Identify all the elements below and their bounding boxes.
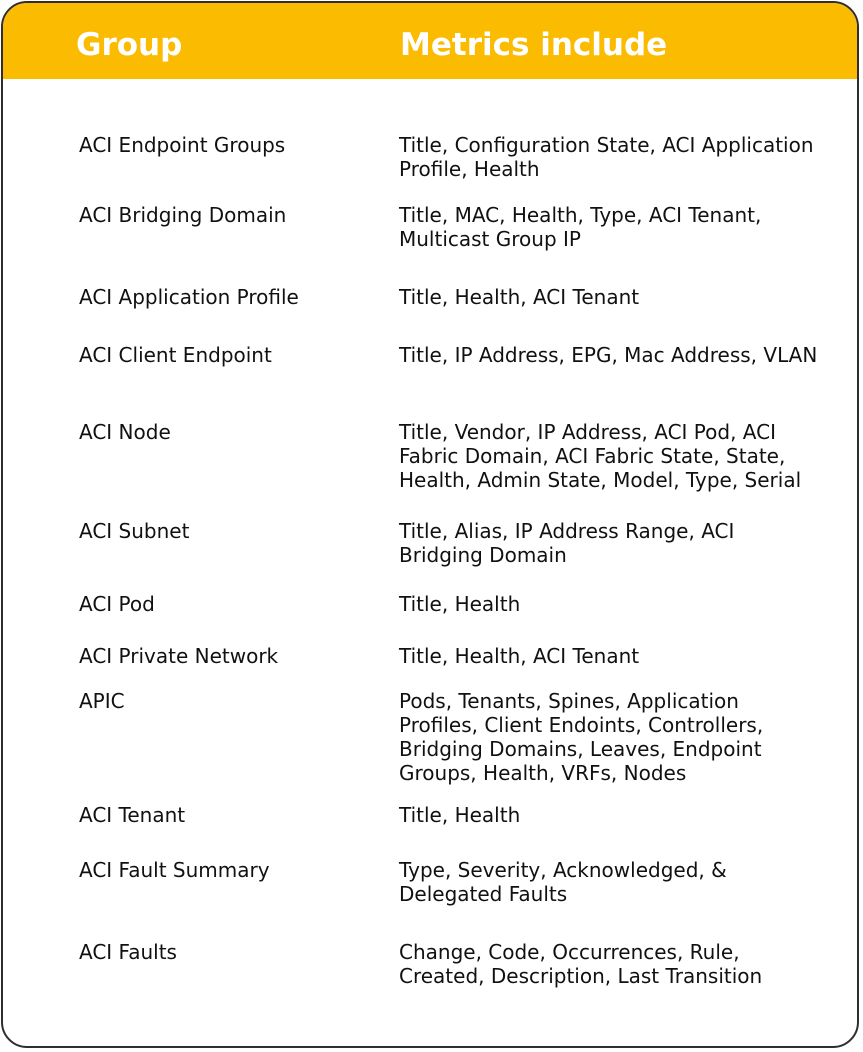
metrics-cell: Type, Severity, Acknowledged, & Delegated Faults <box>399 858 727 906</box>
group-cell: APIC <box>79 689 125 713</box>
group-cell: ACI Subnet <box>79 519 190 543</box>
metrics-cell: Change, Code, Occurrences, Rule, Created, Description, Last Transition <box>399 940 763 988</box>
metrics-cell: Title, IP Address, EPG, Mac Address, VLAN <box>399 343 818 367</box>
metrics-cell: Title, Health, ACI Tenant <box>399 285 640 309</box>
table-header <box>3 3 857 79</box>
metrics-cell: Title, Health <box>399 592 521 616</box>
group-cell: ACI Tenant <box>79 803 186 827</box>
metrics-cell: Title, Configuration State, ACI Application Profile, Health <box>399 133 814 181</box>
group-cell: ACI Pod <box>79 592 155 616</box>
group-cell: ACI Faults <box>79 940 177 964</box>
group-cell: ACI Endpoint Groups <box>79 133 286 157</box>
metrics-cell: Pods, Tenants, Spines, Application Profiles, Client Endoints, Controllers, Bridging Domains, Leaves, Endpoint Groups, Health, VRFs, Nodes <box>399 689 764 785</box>
metrics-cell: Title, Health <box>399 803 521 827</box>
group-cell: ACI Client Endpoint <box>79 343 272 367</box>
metrics-cell: Title, Alias, IP Address Range, ACI Bridging Domain <box>399 519 735 567</box>
metrics-table-card <box>1 1 859 1048</box>
group-cell: ACI Private Network <box>79 644 279 668</box>
group-cell: ACI Bridging Domain <box>79 203 287 227</box>
group-cell: ACI Node <box>79 420 171 444</box>
metrics-column-header: Metrics include <box>400 27 668 63</box>
metrics-cell: Title, MAC, Health, Type, ACI Tenant, Multicast Group IP <box>399 203 762 251</box>
metrics-cell: Title, Vendor, IP Address, ACI Pod, ACI Fabric Domain, ACI Fabric State, State, Health, Admin State, Model, Type, Serial <box>399 420 802 492</box>
group-cell: ACI Application Profile <box>79 285 299 309</box>
group-cell: ACI Fault Summary <box>79 858 270 882</box>
metrics-cell: Title, Health, ACI Tenant <box>399 644 640 668</box>
group-column-header: Group <box>76 27 183 63</box>
